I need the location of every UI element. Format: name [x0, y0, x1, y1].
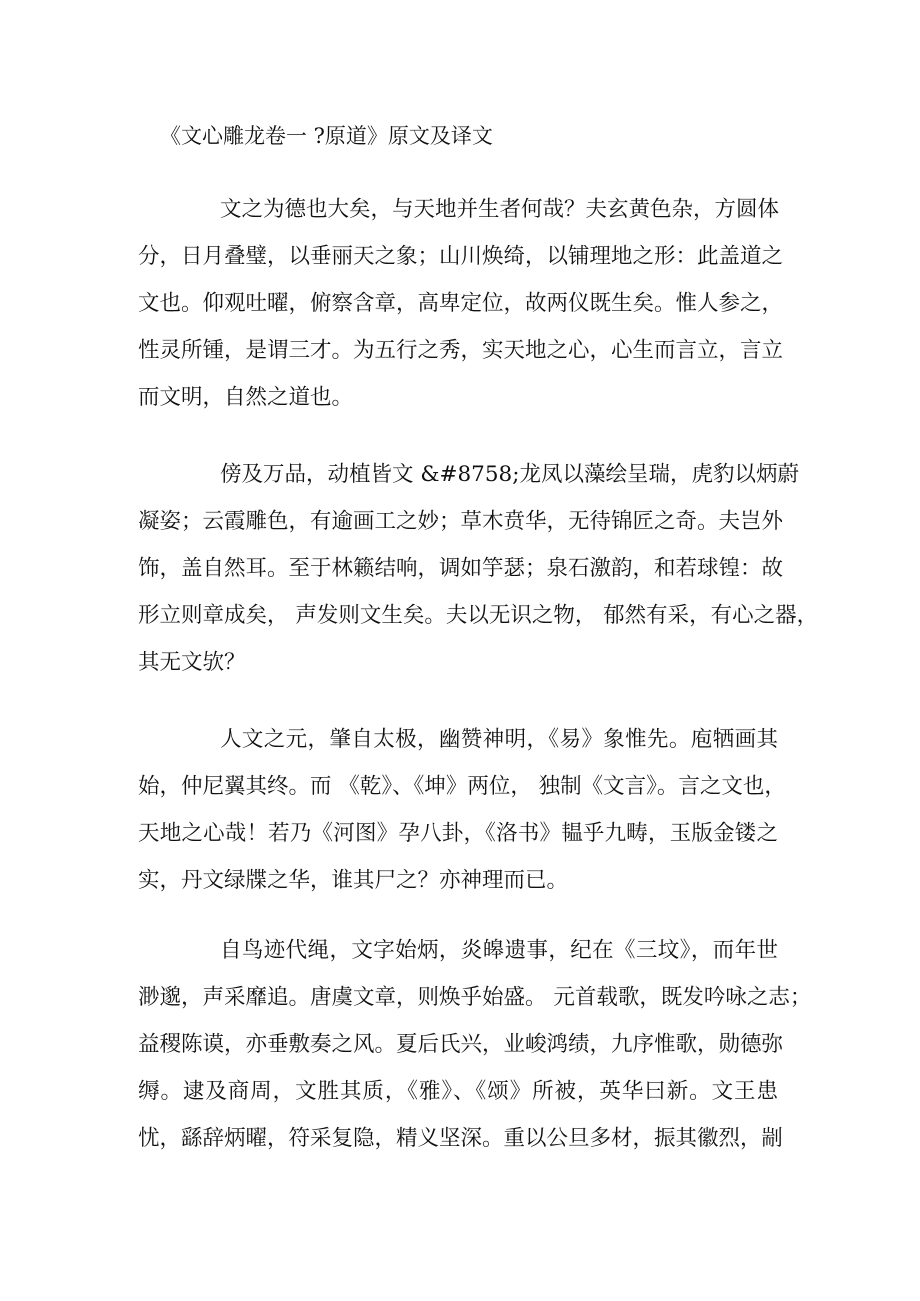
text-line: 分，日月叠璧，以垂丽天之象；山川焕绮，以铺理地之形：此盖道之 [138, 244, 784, 269]
text-line: 饰，盖自然耳。至于林籁结响，调如竽瑟；泉石激韵，和若球锽：故 [138, 556, 784, 581]
text-line: 而文明，自然之道也。 [138, 385, 354, 410]
text-line: 始，仲尼翼其终。而 《乾》、《坤》两位， 独制《文言》。言之文也， [138, 774, 786, 799]
text-line: 缛。逮及商周，文胜其质，《雅》、《颂》所被，英华曰新。文王患 [138, 1079, 778, 1104]
text-line: 人文之元，肇自太极，幽赞神明，《易》象惟先。庖牺画其 [220, 727, 778, 752]
text-line: 其无文欤？ [138, 650, 246, 675]
paragraph-4 [138, 927, 812, 1162]
document-title: 《文心雕龙卷一 ?原道》原文及译文 [160, 124, 493, 148]
text-line: 益稷陈谟，亦垂敷奏之风。夏后氏兴，业峻鸿绩，九序惟歌，勋德弥 [138, 1032, 784, 1057]
text-line: 性灵所锺，是谓三才。为五行之秀，实天地之心，心生而言立，言立 [138, 338, 784, 363]
text-line: 自鸟迹代绳，文字始炳，炎皞遗事，纪在《三坟》，而年世 [220, 938, 778, 963]
text-line: 天地之心哉！若乃《河图》孕八卦，《洛书》韫乎九畴，玉版金镂之 [138, 821, 778, 846]
text-line: 凝姿；云霞雕色，有逾画工之妙；草木贲华，无待锦匠之奇。夫岂外 [138, 509, 784, 534]
paragraph-3 [138, 716, 786, 904]
text-line: 傍及万品，动植皆文 &#8758;龙凤以藻绘呈瑞，虎豹以炳蔚 [220, 462, 799, 487]
text-line: 文也。仰观吐曜，俯察含章，高卑定位，故两仪既生矣。惟人参之， [138, 291, 784, 316]
paragraph-1 [138, 186, 784, 421]
text-line: 形立则章成矣， 声发则文生矣。夫以无识之物， 郁然有采，有心之器， [138, 603, 819, 628]
text-line: 渺邈，声采靡追。唐虞文章，则焕乎始盛。 元首载歌，既发吟咏之志； [138, 985, 812, 1010]
text-line: 实，丹文绿牒之华，谁其尸之？亦神理而已。 [138, 868, 569, 893]
text-line: 文之为德也大矣，与天地并生者何哉？夫玄黄色杂，方圆体 [220, 197, 780, 222]
text-line: 忧，繇辞炳曜，符采复隐，精义坚深。重以公旦多材，振其徽烈，剬 [138, 1126, 784, 1151]
paragraph-2 [138, 451, 819, 686]
